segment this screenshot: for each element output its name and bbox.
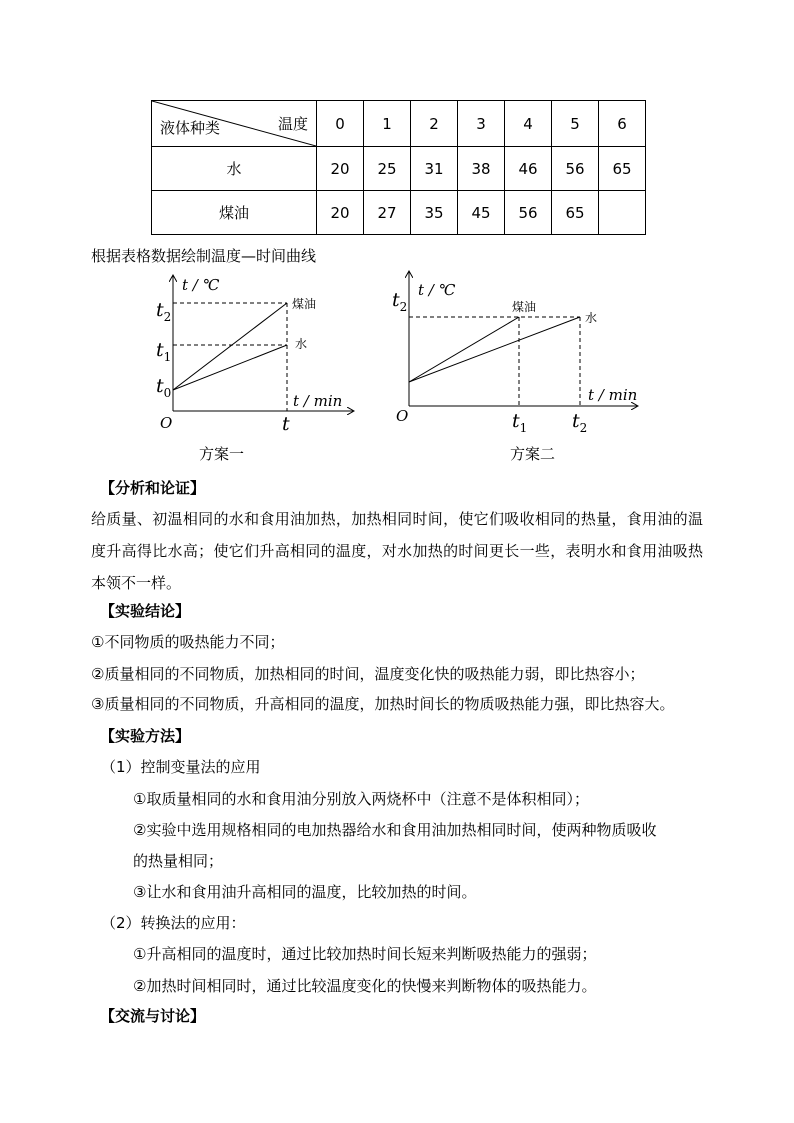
analysis-paragraph: 给质量、初温相同的水和食用油加热，加热相同时间，使它们吸收相同的热量，食用油的温度升高得比水高；使它们升高相同的温度，对水加热的时间更长一些，表明水和食用油吸热本领不一样。	[91, 510, 703, 592]
graph-scheme-1	[150, 268, 360, 438]
analysis-heading: 【分析和论证】	[100, 479, 206, 497]
table-cell: 65	[552, 191, 599, 235]
water-line	[409, 317, 580, 382]
method-sub2-item-1: ①升高相同的温度时，通过比较加热时间长短来判断吸热能力的强弱；	[133, 945, 597, 963]
water-label: 水	[585, 311, 598, 325]
caption-scheme-2: 方案二	[510, 445, 556, 463]
conclusion-item-3: ③质量相同的不同物质，升高相同的温度，加热时间长的物质吸热能力强，即比热容大。	[91, 695, 675, 713]
kerosene-label: 煤油	[512, 300, 537, 314]
method-sub1-item-2: ②实验中选用规格相同的电加热器给水和食用油加热相同时间，使两种物质吸收	[133, 821, 657, 839]
table-header-cell: 5	[552, 101, 599, 147]
water-line	[173, 345, 287, 390]
method-sub1-item-2-continued: 的热量相同；	[133, 852, 224, 870]
table-row-kerosene	[152, 191, 646, 235]
table-corner-cell	[152, 101, 317, 147]
method-sub2-title: （2）转换法的应用：	[101, 914, 246, 932]
table-header-cell: 6	[599, 101, 646, 147]
method-sub1-item-1: ①取质量相同的水和食用油分别放入两烧杯中（注意不是体积相同）；	[133, 790, 589, 808]
x-axis-label: t / min	[588, 386, 638, 404]
kerosene-label: 煤油	[292, 297, 317, 311]
y-axis-label: t / ℃	[182, 276, 220, 294]
conclusion-heading: 【实验结论】	[100, 602, 191, 620]
origin-label: O	[160, 414, 173, 432]
x-axis-label: t / min	[293, 392, 343, 410]
t-end-label: t	[282, 413, 290, 435]
x-t2-label: $t_2$	[572, 410, 588, 435]
origin-label: O	[396, 407, 409, 425]
method-sub1-title: （1）控制变量法的应用	[101, 758, 261, 776]
table-cell: 35	[411, 191, 458, 235]
table-header-cell: 1	[364, 101, 411, 147]
corner-temperature-label: 温度	[277, 115, 308, 133]
x-t1-label: $t_1$	[512, 410, 528, 435]
table-header-row	[152, 101, 646, 147]
table-cell: 27	[364, 191, 411, 235]
table-cell: 46	[505, 147, 552, 191]
kerosene-line	[173, 303, 287, 390]
t1-label: $t_1$	[156, 339, 172, 364]
table-header-cell: 0	[317, 101, 364, 147]
caption-scheme-1: 方案一	[199, 445, 245, 463]
t2-label: $t_2$	[156, 299, 172, 324]
table-cell: 25	[364, 147, 411, 191]
t2-label: $t_2$	[392, 289, 408, 314]
table-row-water	[152, 147, 646, 191]
discussion-heading: 【交流与讨论】	[100, 1007, 206, 1025]
table-header-cell: 2	[411, 101, 458, 147]
graph-intro: 根据表格数据绘制温度—时间曲线	[91, 247, 317, 265]
y-axis-label: t / ℃	[418, 281, 456, 299]
kerosene-line	[409, 317, 519, 382]
water-label: 水	[295, 337, 308, 351]
method-sub1-item-3: ③让水和食用油升高相同的温度，比较加热的时间。	[133, 883, 477, 901]
table-cell: 56	[552, 147, 599, 191]
table-cell: 31	[411, 147, 458, 191]
table-cell: 38	[458, 147, 505, 191]
conclusion-item-2: ②质量相同的不同物质，加热相同的时间，温度变化快的吸热能力弱，即比热容小；	[91, 665, 645, 683]
table-cell: 20	[317, 191, 364, 235]
table-cell	[599, 191, 646, 235]
table-cell: 20	[317, 147, 364, 191]
method-heading: 【实验方法】	[100, 727, 191, 745]
row-label: 水	[152, 147, 317, 191]
table-cell: 56	[505, 191, 552, 235]
data-table	[151, 100, 646, 235]
corner-liquid-label: 液体种类	[160, 119, 221, 137]
table-cell: 45	[458, 191, 505, 235]
t0-label: $t_0$	[156, 375, 172, 400]
method-sub2-item-2: ②加热时间相同时，通过比较温度变化的快慢来判断物体的吸热能力。	[133, 977, 597, 995]
row-label: 煤油	[152, 191, 317, 235]
table-header-cell: 3	[458, 101, 505, 147]
conclusion-item-1: ①不同物质的吸热能力不同；	[91, 633, 285, 651]
table-cell: 65	[599, 147, 646, 191]
graph-scheme-2	[386, 265, 646, 440]
table-header-cell: 4	[505, 101, 552, 147]
